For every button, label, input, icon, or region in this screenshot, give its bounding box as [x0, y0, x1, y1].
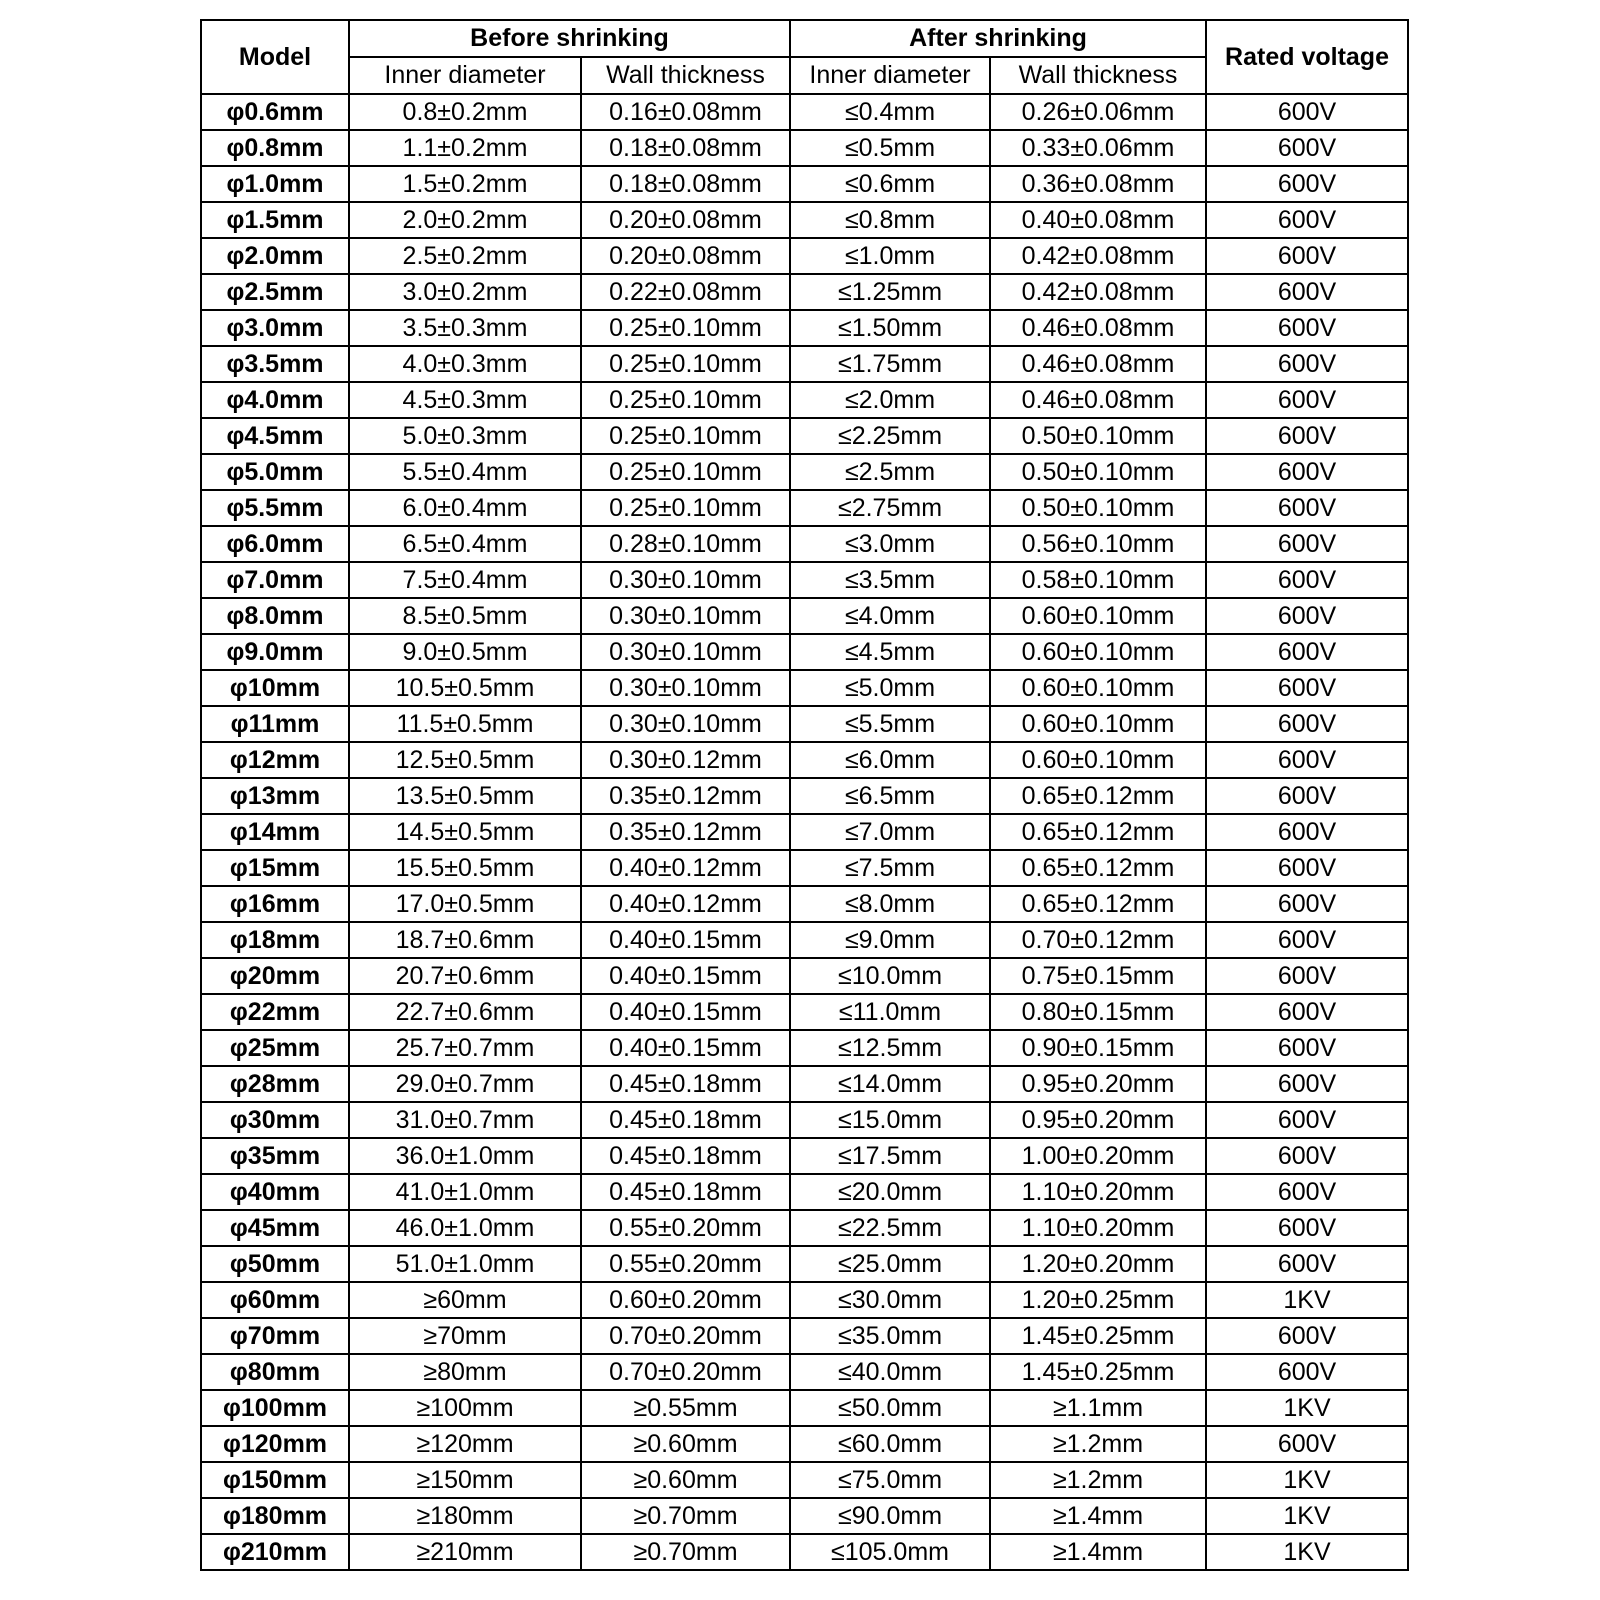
table-row: [201, 1282, 1408, 1318]
after-inner-diameter-cell: ≤6.5mm: [790, 778, 990, 814]
table-row: [201, 1246, 1408, 1282]
rated-voltage-cell: 600V: [1206, 634, 1408, 670]
before-wall-thickness-cell: 0.25±0.10mm: [581, 382, 790, 418]
header-rated-voltage: Rated voltage: [1206, 20, 1408, 94]
after-wall-thickness-cell: 0.60±0.10mm: [990, 742, 1206, 778]
after-wall-thickness-cell: ≥1.2mm: [990, 1462, 1206, 1498]
after-wall-thickness-cell: 0.42±0.08mm: [990, 238, 1206, 274]
before-wall-thickness-cell: 0.25±0.10mm: [581, 346, 790, 382]
after-inner-diameter-cell: ≤17.5mm: [790, 1138, 990, 1174]
after-wall-thickness-cell: 0.50±0.10mm: [990, 490, 1206, 526]
before-wall-thickness-cell: 0.40±0.15mm: [581, 1030, 790, 1066]
table-row: [201, 382, 1408, 418]
rated-voltage-cell: 600V: [1206, 706, 1408, 742]
before-inner-diameter-cell: 14.5±0.5mm: [349, 814, 581, 850]
model-cell: φ9.0mm: [201, 634, 349, 670]
before-inner-diameter-cell: 6.5±0.4mm: [349, 526, 581, 562]
model-cell: φ210mm: [201, 1534, 349, 1570]
table-row: [201, 94, 1408, 130]
after-wall-thickness-cell: 0.58±0.10mm: [990, 562, 1206, 598]
table-row: [201, 1318, 1408, 1354]
after-inner-diameter-cell: ≤1.75mm: [790, 346, 990, 382]
rated-voltage-cell: 600V: [1206, 454, 1408, 490]
header-model: Model: [201, 20, 349, 94]
after-wall-thickness-cell: 0.70±0.12mm: [990, 922, 1206, 958]
after-wall-thickness-cell: 1.45±0.25mm: [990, 1318, 1206, 1354]
model-cell: φ3.0mm: [201, 310, 349, 346]
after-inner-diameter-cell: ≤20.0mm: [790, 1174, 990, 1210]
before-wall-thickness-cell: 0.20±0.08mm: [581, 238, 790, 274]
after-wall-thickness-cell: 0.50±0.10mm: [990, 454, 1206, 490]
table-row: [201, 166, 1408, 202]
rated-voltage-cell: 600V: [1206, 850, 1408, 886]
before-wall-thickness-cell: 0.70±0.20mm: [581, 1354, 790, 1390]
rated-voltage-cell: 600V: [1206, 526, 1408, 562]
after-inner-diameter-cell: ≤35.0mm: [790, 1318, 990, 1354]
rated-voltage-cell: 600V: [1206, 1426, 1408, 1462]
before-inner-diameter-cell: 15.5±0.5mm: [349, 850, 581, 886]
after-wall-thickness-cell: 0.95±0.20mm: [990, 1102, 1206, 1138]
before-wall-thickness-cell: 0.22±0.08mm: [581, 274, 790, 310]
table-row: [201, 778, 1408, 814]
after-inner-diameter-cell: ≤1.0mm: [790, 238, 990, 274]
before-inner-diameter-cell: 20.7±0.6mm: [349, 958, 581, 994]
after-wall-thickness-cell: 0.26±0.06mm: [990, 94, 1206, 130]
before-inner-diameter-cell: 22.7±0.6mm: [349, 994, 581, 1030]
rated-voltage-cell: 600V: [1206, 598, 1408, 634]
model-cell: φ120mm: [201, 1426, 349, 1462]
rated-voltage-cell: 600V: [1206, 814, 1408, 850]
after-inner-diameter-cell: ≤7.5mm: [790, 850, 990, 886]
after-inner-diameter-cell: ≤5.5mm: [790, 706, 990, 742]
before-inner-diameter-cell: 13.5±0.5mm: [349, 778, 581, 814]
rated-voltage-cell: 600V: [1206, 166, 1408, 202]
rated-voltage-cell: 600V: [1206, 922, 1408, 958]
before-wall-thickness-cell: 0.70±0.20mm: [581, 1318, 790, 1354]
table-row: [201, 598, 1408, 634]
after-wall-thickness-cell: 0.65±0.12mm: [990, 886, 1206, 922]
before-wall-thickness-cell: 0.40±0.12mm: [581, 886, 790, 922]
after-inner-diameter-cell: ≤3.5mm: [790, 562, 990, 598]
model-cell: φ16mm: [201, 886, 349, 922]
model-cell: φ15mm: [201, 850, 349, 886]
rated-voltage-cell: 600V: [1206, 382, 1408, 418]
model-cell: φ10mm: [201, 670, 349, 706]
after-inner-diameter-cell: ≤1.25mm: [790, 274, 990, 310]
model-cell: φ150mm: [201, 1462, 349, 1498]
model-cell: φ11mm: [201, 706, 349, 742]
model-cell: φ80mm: [201, 1354, 349, 1390]
table-row: [201, 274, 1408, 310]
rated-voltage-cell: 600V: [1206, 94, 1408, 130]
before-wall-thickness-cell: 0.55±0.20mm: [581, 1210, 790, 1246]
after-inner-diameter-cell: ≤25.0mm: [790, 1246, 990, 1282]
after-inner-diameter-cell: ≤12.5mm: [790, 1030, 990, 1066]
after-inner-diameter-cell: ≤2.0mm: [790, 382, 990, 418]
after-inner-diameter-cell: ≤2.25mm: [790, 418, 990, 454]
before-wall-thickness-cell: 0.45±0.18mm: [581, 1174, 790, 1210]
before-inner-diameter-cell: 3.5±0.3mm: [349, 310, 581, 346]
after-wall-thickness-cell: 0.50±0.10mm: [990, 418, 1206, 454]
after-wall-thickness-cell: 1.20±0.20mm: [990, 1246, 1206, 1282]
before-wall-thickness-cell: 0.28±0.10mm: [581, 526, 790, 562]
after-wall-thickness-cell: 0.46±0.08mm: [990, 310, 1206, 346]
model-cell: φ18mm: [201, 922, 349, 958]
after-inner-diameter-cell: ≤90.0mm: [790, 1498, 990, 1534]
rated-voltage-cell: 1KV: [1206, 1282, 1408, 1318]
table-row: [201, 202, 1408, 238]
after-inner-diameter-cell: ≤2.75mm: [790, 490, 990, 526]
before-inner-diameter-cell: 2.5±0.2mm: [349, 238, 581, 274]
before-wall-thickness-cell: 0.55±0.20mm: [581, 1246, 790, 1282]
after-wall-thickness-cell: 0.95±0.20mm: [990, 1066, 1206, 1102]
rated-voltage-cell: 1KV: [1206, 1534, 1408, 1570]
after-wall-thickness-cell: 0.65±0.12mm: [990, 850, 1206, 886]
before-inner-diameter-cell: 9.0±0.5mm: [349, 634, 581, 670]
model-cell: φ4.0mm: [201, 382, 349, 418]
rated-voltage-cell: 600V: [1206, 418, 1408, 454]
before-inner-diameter-cell: 17.0±0.5mm: [349, 886, 581, 922]
after-inner-diameter-cell: ≤5.0mm: [790, 670, 990, 706]
before-inner-diameter-cell: 2.0±0.2mm: [349, 202, 581, 238]
rated-voltage-cell: 600V: [1206, 490, 1408, 526]
rated-voltage-cell: 600V: [1206, 1138, 1408, 1174]
after-wall-thickness-cell: ≥1.1mm: [990, 1390, 1206, 1426]
before-wall-thickness-cell: ≥0.70mm: [581, 1534, 790, 1570]
model-cell: φ0.6mm: [201, 94, 349, 130]
before-wall-thickness-cell: 0.30±0.10mm: [581, 634, 790, 670]
before-inner-diameter-cell: 51.0±1.0mm: [349, 1246, 581, 1282]
before-wall-thickness-cell: 0.40±0.12mm: [581, 850, 790, 886]
after-inner-diameter-cell: ≤15.0mm: [790, 1102, 990, 1138]
before-wall-thickness-cell: 0.30±0.10mm: [581, 670, 790, 706]
before-wall-thickness-cell: 0.25±0.10mm: [581, 418, 790, 454]
before-inner-diameter-cell: ≥210mm: [349, 1534, 581, 1570]
after-wall-thickness-cell: 0.65±0.12mm: [990, 814, 1206, 850]
after-inner-diameter-cell: ≤0.6mm: [790, 166, 990, 202]
before-wall-thickness-cell: 0.16±0.08mm: [581, 94, 790, 130]
after-wall-thickness-cell: 0.60±0.10mm: [990, 598, 1206, 634]
before-wall-thickness-cell: 0.30±0.10mm: [581, 562, 790, 598]
after-wall-thickness-cell: 0.60±0.10mm: [990, 634, 1206, 670]
model-cell: φ180mm: [201, 1498, 349, 1534]
header-after-shrinking: After shrinking: [790, 20, 1206, 57]
after-wall-thickness-cell: 0.60±0.10mm: [990, 670, 1206, 706]
model-cell: φ30mm: [201, 1102, 349, 1138]
before-wall-thickness-cell: 0.18±0.08mm: [581, 166, 790, 202]
before-inner-diameter-cell: 6.0±0.4mm: [349, 490, 581, 526]
after-wall-thickness-cell: 1.20±0.25mm: [990, 1282, 1206, 1318]
before-wall-thickness-cell: ≥0.60mm: [581, 1426, 790, 1462]
before-wall-thickness-cell: 0.40±0.15mm: [581, 958, 790, 994]
header-after-inner-diameter: Inner diameter: [790, 57, 990, 94]
after-inner-diameter-cell: ≤60.0mm: [790, 1426, 990, 1462]
model-cell: φ20mm: [201, 958, 349, 994]
table-row: [201, 1462, 1408, 1498]
after-wall-thickness-cell: 0.40±0.08mm: [990, 202, 1206, 238]
before-inner-diameter-cell: ≥60mm: [349, 1282, 581, 1318]
before-inner-diameter-cell: 1.5±0.2mm: [349, 166, 581, 202]
header-before-wall-thickness: Wall thickness: [581, 57, 790, 94]
after-inner-diameter-cell: ≤3.0mm: [790, 526, 990, 562]
rated-voltage-cell: 600V: [1206, 562, 1408, 598]
model-cell: φ4.5mm: [201, 418, 349, 454]
before-inner-diameter-cell: ≥120mm: [349, 1426, 581, 1462]
table-row: [201, 1030, 1408, 1066]
after-wall-thickness-cell: 1.10±0.20mm: [990, 1174, 1206, 1210]
after-wall-thickness-cell: 1.45±0.25mm: [990, 1354, 1206, 1390]
rated-voltage-cell: 600V: [1206, 202, 1408, 238]
rated-voltage-cell: 600V: [1206, 886, 1408, 922]
model-cell: φ6.0mm: [201, 526, 349, 562]
model-cell: φ7.0mm: [201, 562, 349, 598]
before-inner-diameter-cell: 3.0±0.2mm: [349, 274, 581, 310]
after-wall-thickness-cell: 1.10±0.20mm: [990, 1210, 1206, 1246]
model-cell: φ12mm: [201, 742, 349, 778]
rated-voltage-cell: 600V: [1206, 958, 1408, 994]
before-wall-thickness-cell: 0.60±0.20mm: [581, 1282, 790, 1318]
table-row: [201, 1066, 1408, 1102]
after-inner-diameter-cell: ≤75.0mm: [790, 1462, 990, 1498]
before-inner-diameter-cell: ≥100mm: [349, 1390, 581, 1426]
after-wall-thickness-cell: 0.36±0.08mm: [990, 166, 1206, 202]
before-inner-diameter-cell: ≥80mm: [349, 1354, 581, 1390]
before-wall-thickness-cell: 0.45±0.18mm: [581, 1102, 790, 1138]
after-inner-diameter-cell: ≤10.0mm: [790, 958, 990, 994]
after-wall-thickness-cell: 0.60±0.10mm: [990, 706, 1206, 742]
after-wall-thickness-cell: 0.46±0.08mm: [990, 346, 1206, 382]
before-wall-thickness-cell: 0.45±0.18mm: [581, 1066, 790, 1102]
table-row: [201, 418, 1408, 454]
before-wall-thickness-cell: ≥0.55mm: [581, 1390, 790, 1426]
model-cell: φ1.0mm: [201, 166, 349, 202]
after-inner-diameter-cell: ≤14.0mm: [790, 1066, 990, 1102]
model-cell: φ2.0mm: [201, 238, 349, 274]
after-wall-thickness-cell: 1.00±0.20mm: [990, 1138, 1206, 1174]
model-cell: φ35mm: [201, 1138, 349, 1174]
table-row: [201, 1390, 1408, 1426]
after-wall-thickness-cell: 0.75±0.15mm: [990, 958, 1206, 994]
model-cell: φ45mm: [201, 1210, 349, 1246]
table-row: [201, 454, 1408, 490]
after-wall-thickness-cell: 0.65±0.12mm: [990, 778, 1206, 814]
after-inner-diameter-cell: ≤22.5mm: [790, 1210, 990, 1246]
header-after-wall-thickness: Wall thickness: [990, 57, 1206, 94]
before-wall-thickness-cell: 0.18±0.08mm: [581, 130, 790, 166]
before-wall-thickness-cell: ≥0.70mm: [581, 1498, 790, 1534]
header-before-shrinking: Before shrinking: [349, 20, 790, 57]
before-inner-diameter-cell: 4.0±0.3mm: [349, 346, 581, 382]
before-inner-diameter-cell: ≥150mm: [349, 1462, 581, 1498]
after-inner-diameter-cell: ≤1.50mm: [790, 310, 990, 346]
model-cell: φ60mm: [201, 1282, 349, 1318]
after-inner-diameter-cell: ≤0.5mm: [790, 130, 990, 166]
table-row: [201, 130, 1408, 166]
rated-voltage-cell: 600V: [1206, 670, 1408, 706]
table-row: [201, 706, 1408, 742]
model-cell: φ100mm: [201, 1390, 349, 1426]
table-row: [201, 742, 1408, 778]
before-inner-diameter-cell: 1.1±0.2mm: [349, 130, 581, 166]
before-inner-diameter-cell: 5.5±0.4mm: [349, 454, 581, 490]
rated-voltage-cell: 600V: [1206, 994, 1408, 1030]
rated-voltage-cell: 600V: [1206, 346, 1408, 382]
rated-voltage-cell: 600V: [1206, 1354, 1408, 1390]
after-inner-diameter-cell: ≤40.0mm: [790, 1354, 990, 1390]
before-inner-diameter-cell: 29.0±0.7mm: [349, 1066, 581, 1102]
table-row: [201, 310, 1408, 346]
model-cell: φ14mm: [201, 814, 349, 850]
rated-voltage-cell: 1KV: [1206, 1498, 1408, 1534]
before-inner-diameter-cell: 41.0±1.0mm: [349, 1174, 581, 1210]
before-inner-diameter-cell: 46.0±1.0mm: [349, 1210, 581, 1246]
after-inner-diameter-cell: ≤4.5mm: [790, 634, 990, 670]
after-wall-thickness-cell: 0.90±0.15mm: [990, 1030, 1206, 1066]
before-wall-thickness-cell: 0.25±0.10mm: [581, 310, 790, 346]
before-wall-thickness-cell: 0.30±0.10mm: [581, 706, 790, 742]
rated-voltage-cell: 1KV: [1206, 1462, 1408, 1498]
after-inner-diameter-cell: ≤2.5mm: [790, 454, 990, 490]
rated-voltage-cell: 1KV: [1206, 1390, 1408, 1426]
spec-table: [200, 19, 1409, 1571]
before-wall-thickness-cell: 0.25±0.10mm: [581, 490, 790, 526]
model-cell: φ8.0mm: [201, 598, 349, 634]
after-inner-diameter-cell: ≤11.0mm: [790, 994, 990, 1030]
before-wall-thickness-cell: 0.30±0.10mm: [581, 598, 790, 634]
before-inner-diameter-cell: 12.5±0.5mm: [349, 742, 581, 778]
after-wall-thickness-cell: ≥1.4mm: [990, 1534, 1206, 1570]
before-wall-thickness-cell: 0.40±0.15mm: [581, 994, 790, 1030]
table-row: [201, 886, 1408, 922]
table-row: [201, 562, 1408, 598]
before-inner-diameter-cell: 7.5±0.4mm: [349, 562, 581, 598]
before-wall-thickness-cell: 0.20±0.08mm: [581, 202, 790, 238]
before-inner-diameter-cell: 10.5±0.5mm: [349, 670, 581, 706]
after-inner-diameter-cell: ≤50.0mm: [790, 1390, 990, 1426]
after-wall-thickness-cell: ≥1.2mm: [990, 1426, 1206, 1462]
table-row: [201, 238, 1408, 274]
table-row: [201, 814, 1408, 850]
before-inner-diameter-cell: 5.0±0.3mm: [349, 418, 581, 454]
model-cell: φ5.5mm: [201, 490, 349, 526]
table-row: [201, 1138, 1408, 1174]
before-inner-diameter-cell: ≥70mm: [349, 1318, 581, 1354]
before-inner-diameter-cell: 25.7±0.7mm: [349, 1030, 581, 1066]
after-wall-thickness-cell: 0.42±0.08mm: [990, 274, 1206, 310]
table-row: [201, 1102, 1408, 1138]
after-wall-thickness-cell: 0.56±0.10mm: [990, 526, 1206, 562]
header-row-top: [201, 20, 1408, 57]
before-inner-diameter-cell: 4.5±0.3mm: [349, 382, 581, 418]
rated-voltage-cell: 600V: [1206, 310, 1408, 346]
model-cell: φ50mm: [201, 1246, 349, 1282]
table-row: [201, 958, 1408, 994]
table-row: [201, 526, 1408, 562]
after-inner-diameter-cell: ≤105.0mm: [790, 1534, 990, 1570]
rated-voltage-cell: 600V: [1206, 1066, 1408, 1102]
table-row: [201, 346, 1408, 382]
after-inner-diameter-cell: ≤0.8mm: [790, 202, 990, 238]
rated-voltage-cell: 600V: [1206, 1174, 1408, 1210]
after-inner-diameter-cell: ≤7.0mm: [790, 814, 990, 850]
before-inner-diameter-cell: 8.5±0.5mm: [349, 598, 581, 634]
model-cell: φ28mm: [201, 1066, 349, 1102]
before-inner-diameter-cell: 18.7±0.6mm: [349, 922, 581, 958]
rated-voltage-cell: 600V: [1206, 1030, 1408, 1066]
before-inner-diameter-cell: ≥180mm: [349, 1498, 581, 1534]
before-wall-thickness-cell: 0.40±0.15mm: [581, 922, 790, 958]
before-wall-thickness-cell: 0.25±0.10mm: [581, 454, 790, 490]
table-row: [201, 670, 1408, 706]
rated-voltage-cell: 600V: [1206, 130, 1408, 166]
after-wall-thickness-cell: 0.46±0.08mm: [990, 382, 1206, 418]
before-inner-diameter-cell: 11.5±0.5mm: [349, 706, 581, 742]
table-row: [201, 994, 1408, 1030]
before-wall-thickness-cell: ≥0.60mm: [581, 1462, 790, 1498]
model-cell: φ1.5mm: [201, 202, 349, 238]
table-row: [201, 1210, 1408, 1246]
table-row: [201, 1498, 1408, 1534]
rated-voltage-cell: 600V: [1206, 1210, 1408, 1246]
table-row: [201, 850, 1408, 886]
table-header: [201, 20, 1408, 94]
table-row: [201, 1534, 1408, 1570]
model-cell: φ3.5mm: [201, 346, 349, 382]
after-inner-diameter-cell: ≤9.0mm: [790, 922, 990, 958]
rated-voltage-cell: 600V: [1206, 1246, 1408, 1282]
after-inner-diameter-cell: ≤8.0mm: [790, 886, 990, 922]
table-row: [201, 922, 1408, 958]
after-wall-thickness-cell: 0.33±0.06mm: [990, 130, 1206, 166]
table-row: [201, 1426, 1408, 1462]
before-wall-thickness-cell: 0.35±0.12mm: [581, 778, 790, 814]
rated-voltage-cell: 600V: [1206, 778, 1408, 814]
table-row: [201, 490, 1408, 526]
rated-voltage-cell: 600V: [1206, 1318, 1408, 1354]
table-row: [201, 634, 1408, 670]
model-cell: φ70mm: [201, 1318, 349, 1354]
model-cell: φ25mm: [201, 1030, 349, 1066]
table-row: [201, 1174, 1408, 1210]
before-wall-thickness-cell: 0.45±0.18mm: [581, 1138, 790, 1174]
rated-voltage-cell: 600V: [1206, 1102, 1408, 1138]
model-cell: φ22mm: [201, 994, 349, 1030]
model-cell: φ2.5mm: [201, 274, 349, 310]
rated-voltage-cell: 600V: [1206, 238, 1408, 274]
model-cell: φ0.8mm: [201, 130, 349, 166]
after-inner-diameter-cell: ≤4.0mm: [790, 598, 990, 634]
after-wall-thickness-cell: 0.80±0.15mm: [990, 994, 1206, 1030]
header-before-inner-diameter: Inner diameter: [349, 57, 581, 94]
before-inner-diameter-cell: 31.0±0.7mm: [349, 1102, 581, 1138]
after-inner-diameter-cell: ≤6.0mm: [790, 742, 990, 778]
model-cell: φ13mm: [201, 778, 349, 814]
rated-voltage-cell: 600V: [1206, 742, 1408, 778]
before-inner-diameter-cell: 0.8±0.2mm: [349, 94, 581, 130]
before-inner-diameter-cell: 36.0±1.0mm: [349, 1138, 581, 1174]
before-wall-thickness-cell: 0.35±0.12mm: [581, 814, 790, 850]
after-inner-diameter-cell: ≤0.4mm: [790, 94, 990, 130]
before-wall-thickness-cell: 0.30±0.12mm: [581, 742, 790, 778]
table-row: [201, 1354, 1408, 1390]
model-cell: φ40mm: [201, 1174, 349, 1210]
table-body: [201, 94, 1408, 1570]
after-inner-diameter-cell: ≤30.0mm: [790, 1282, 990, 1318]
model-cell: φ5.0mm: [201, 454, 349, 490]
after-wall-thickness-cell: ≥1.4mm: [990, 1498, 1206, 1534]
rated-voltage-cell: 600V: [1206, 274, 1408, 310]
